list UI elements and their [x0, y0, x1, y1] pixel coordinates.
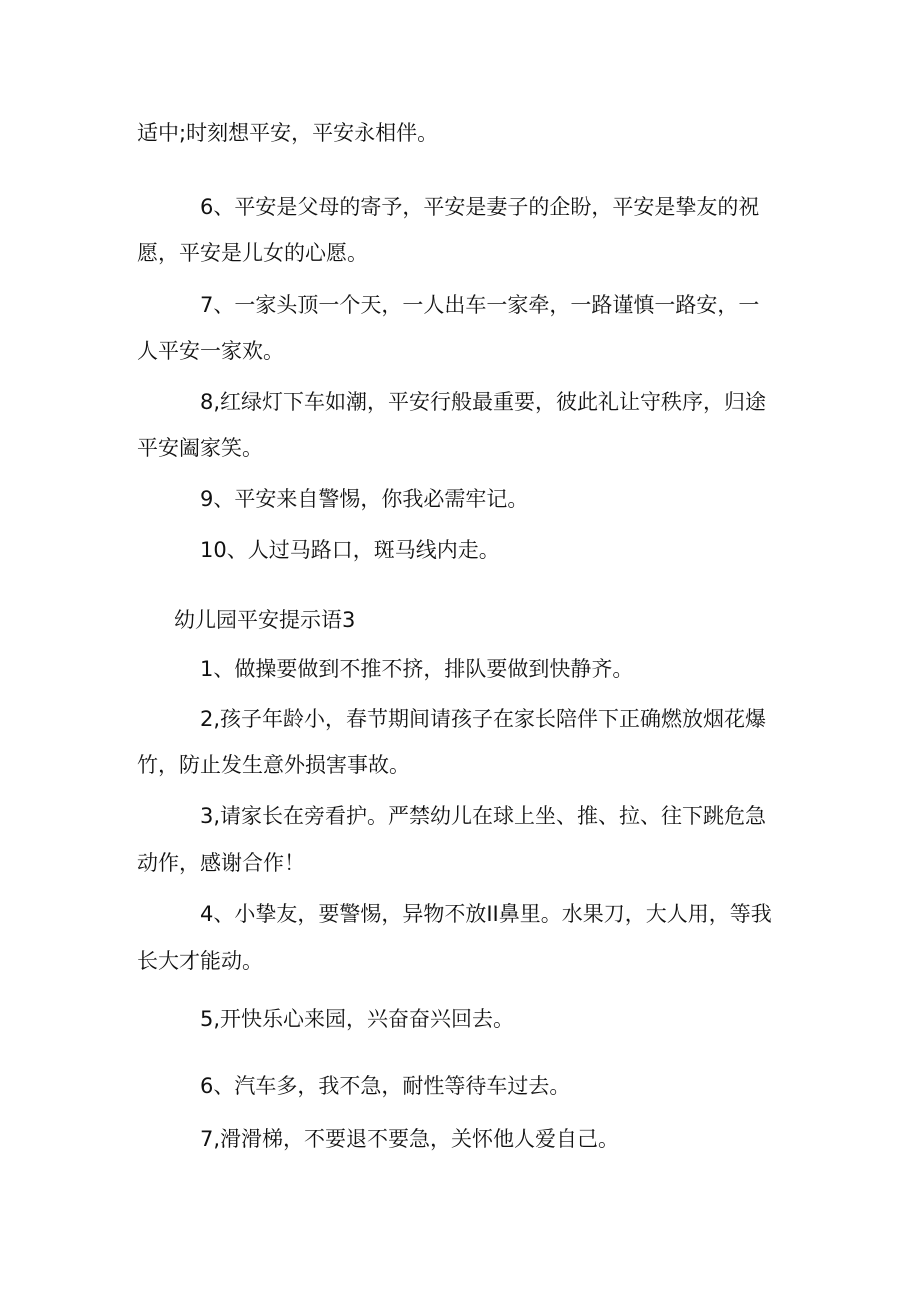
text-line: 长大才能动。: [137, 949, 263, 973]
text-line: 2,孩子年龄小，春节期间请孩子在家长陪伴下正确燃放烟花爆: [200, 707, 767, 731]
text-line: 6、平安是父母的寄予，平安是妻子的企盼，平安是挚友的祝: [200, 195, 760, 219]
text-line: 5,开快乐心来园，兴奋奋兴回去。: [200, 1007, 515, 1031]
text-line: 人平安一家欢。: [137, 339, 284, 363]
section-heading: 幼儿园平安提示语3: [174, 608, 356, 632]
text-line: 7,滑滑梯，不要退不要急，关怀他人爱自己。: [200, 1127, 620, 1151]
text-line: 竹，防止发生意外损害事故。: [137, 753, 410, 777]
text-line: 适中;时刻想平安，平安永相伴。: [137, 121, 439, 145]
text-line: 8,红绿灯下车如潮，平安行般最重要，彼此礼让守秩序，归途: [200, 390, 767, 414]
text-line: 9、平安来自警惕，你我必需牢记。: [200, 487, 529, 511]
text-line: 6、汽车多，我不急，耐性等待车过去。: [200, 1074, 571, 1098]
text-line: 动作，感谢合作！: [137, 851, 305, 875]
text-line: 10、人过马路口，斑马线内走。: [200, 538, 500, 562]
text-line: 平安阖家笑。: [137, 436, 263, 460]
text-line: 1、做操要做到不推不挤，排队要做到快静齐。: [200, 657, 634, 681]
text-line: 愿，平安是儿女的心愿。: [137, 241, 368, 265]
text-line: 7、一家头顶一个天，一人出车一家牵，一路谨慎一路安，一: [200, 293, 760, 317]
text-line: 4、小挚友，要警惕，异物不放II鼻里。水果刀，大人用，等我: [200, 902, 772, 926]
text-line: 3,请家长在旁看护。严禁幼儿在球上坐、推、拉、往下跳危急: [200, 804, 767, 828]
